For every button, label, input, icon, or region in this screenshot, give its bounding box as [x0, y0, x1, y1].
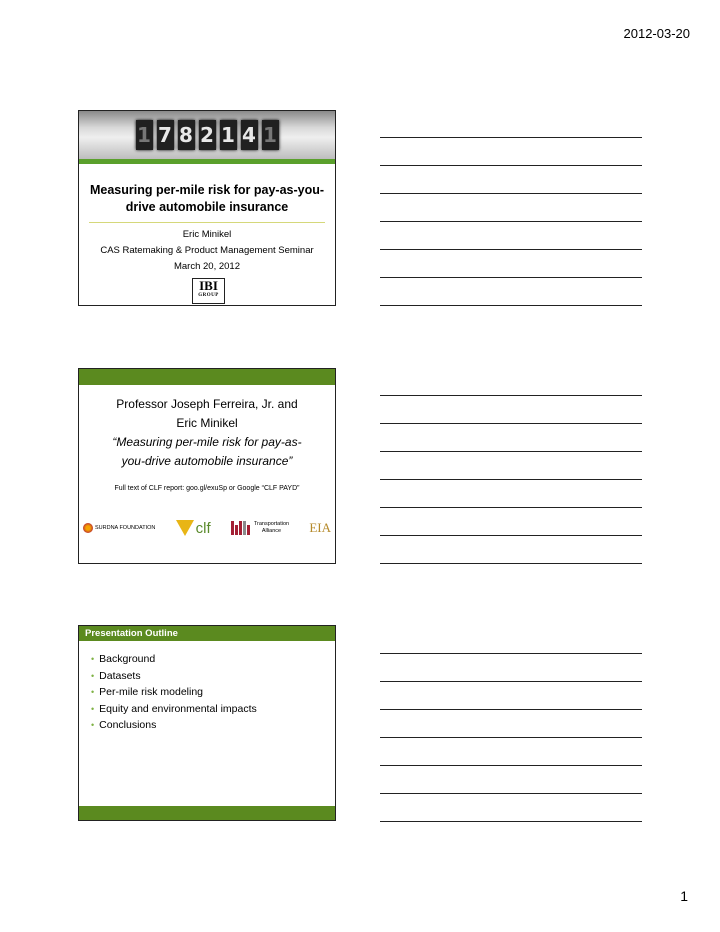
note-line	[380, 709, 642, 710]
list-item-text: Datasets	[99, 669, 141, 682]
slide-accent-bar	[79, 159, 335, 164]
title-divider	[89, 222, 325, 223]
bullet-icon: •	[91, 720, 95, 730]
note-line	[380, 653, 642, 654]
note-line	[380, 507, 642, 508]
outline-list	[79, 651, 335, 734]
mit-transportation-logo	[231, 521, 289, 535]
slide-header-bar	[79, 369, 335, 385]
odometer-digit: 1	[136, 120, 153, 150]
list-item-text: Background	[99, 653, 156, 665]
note-line	[380, 395, 642, 396]
transportation-text: Transportation	[253, 521, 290, 527]
note-line	[380, 277, 642, 278]
slide-footer-bar	[79, 806, 335, 820]
bullet-icon: •	[91, 703, 95, 714]
mit-icon	[231, 521, 250, 535]
bullet-icon: •	[91, 670, 95, 681]
ibi-group-logo	[192, 278, 225, 304]
author-name: Eric Minikel	[182, 229, 232, 240]
authors-line-1: Professor Joseph Ferreira, Jr. and	[116, 397, 298, 411]
odometer-digit: 8	[178, 120, 195, 150]
odometer-digit: 4	[241, 120, 258, 150]
list-item	[91, 684, 335, 701]
odometer-image	[79, 111, 335, 159]
list-item	[91, 701, 335, 718]
odometer-digit: 1	[220, 120, 237, 150]
note-line	[380, 249, 642, 250]
list-item	[91, 651, 335, 668]
logo-subtext: GROUP	[198, 293, 219, 298]
eia-logo: EIA	[309, 520, 331, 535]
sponsor-logos	[83, 515, 331, 541]
clf-logo-text: clf	[195, 519, 211, 537]
report-title-line-2: you-drive automobile insurance”	[121, 454, 293, 468]
note-line	[380, 737, 642, 738]
note-line	[380, 423, 642, 424]
bullet-icon: •	[91, 687, 95, 697]
note-line	[380, 681, 642, 682]
note-line	[380, 563, 642, 564]
sun-icon	[83, 523, 93, 533]
list-item-text: Equity and environmental impacts	[99, 702, 257, 715]
odometer-digit: 2	[199, 120, 216, 150]
note-line	[380, 765, 642, 766]
page-date: 2012-03-20	[623, 26, 690, 41]
alliance-text: Alliance	[261, 528, 282, 534]
slide-3	[78, 625, 336, 821]
clf-logo	[176, 520, 211, 537]
surdna-logo-text: SURDNA FOUNDATION	[95, 525, 156, 531]
clf-triangle-icon	[176, 520, 194, 536]
list-item-text: Per-mile risk modeling	[99, 686, 204, 698]
note-line	[380, 479, 642, 480]
presentation-date: March 20, 2012	[173, 261, 240, 272]
slide-header: Presentation Outline	[79, 626, 335, 641]
note-line	[380, 137, 642, 138]
list-item-text: Conclusions	[99, 719, 157, 731]
bullet-icon: •	[91, 654, 95, 664]
slide-2	[78, 368, 336, 564]
slide-title: Measuring per-mile risk for pay-as-you-drive automobile insurance	[89, 183, 325, 214]
report-title-line-1: “Measuring per-mile risk for pay-as-	[112, 435, 302, 449]
list-item	[91, 668, 335, 685]
page-number: 1	[680, 888, 688, 904]
authors-line-2: Eric Minikel	[176, 416, 238, 430]
note-line	[380, 821, 642, 822]
note-line	[380, 193, 642, 194]
note-line	[380, 793, 642, 794]
report-link-note: Full text of CLF report: goo.gl/exuSp or Google “CLF PAYD”	[114, 485, 300, 492]
event-name: CAS Ratemaking & Product Management Seminar	[100, 245, 314, 256]
surdna-logo	[83, 523, 155, 533]
slide-1	[78, 110, 336, 306]
odometer-digit: 1	[262, 120, 279, 150]
note-line	[380, 165, 642, 166]
list-item	[91, 717, 335, 734]
odometer-digit: 7	[157, 120, 174, 150]
note-line	[380, 305, 642, 306]
note-line	[380, 221, 642, 222]
note-line	[380, 451, 642, 452]
note-line	[380, 535, 642, 536]
logo-text: IBI	[199, 278, 218, 293]
